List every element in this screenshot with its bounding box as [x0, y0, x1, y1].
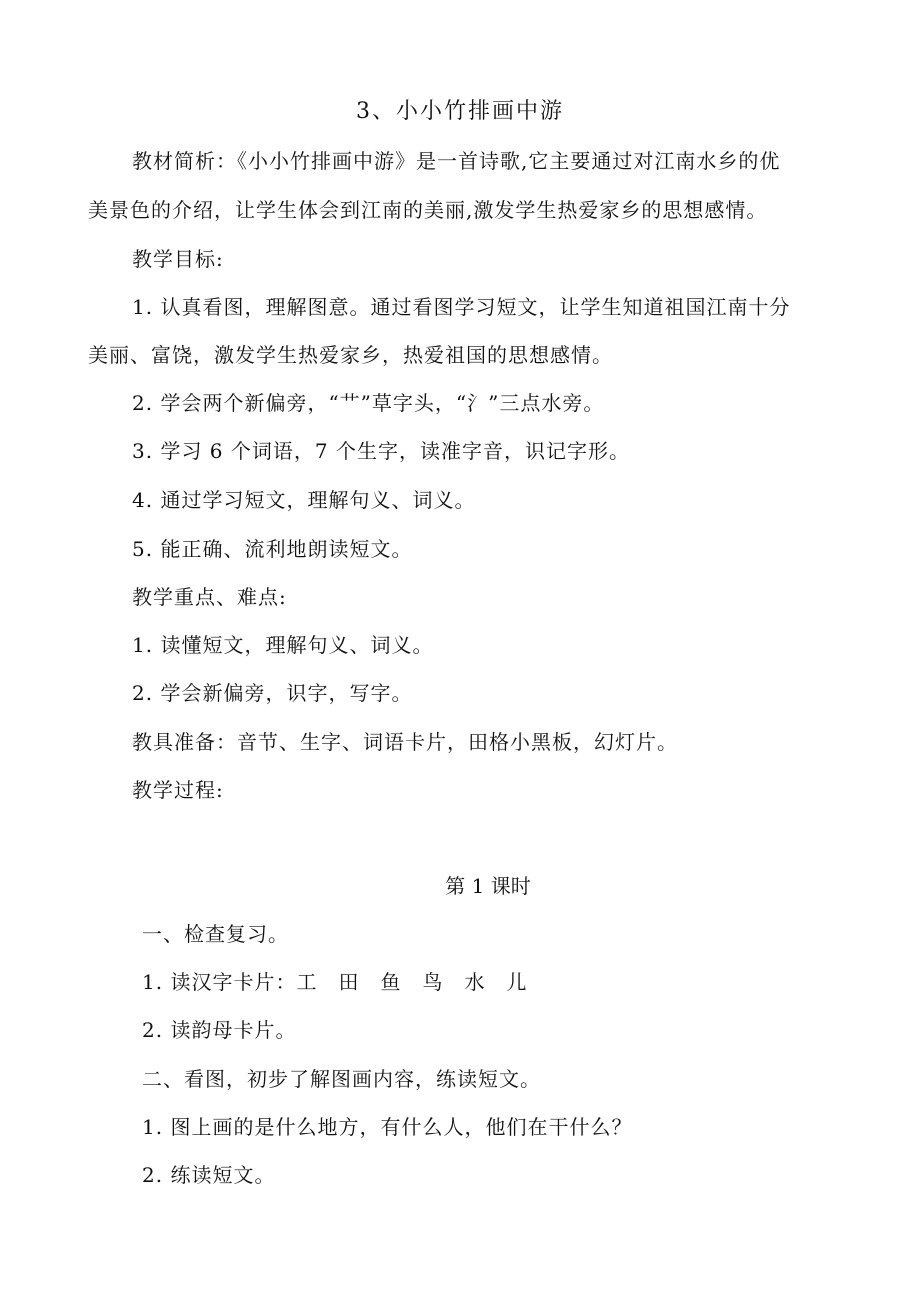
section-2-item-1: 1. 图上画的是什么地方，有什么人，他们在干什么？: [142, 1115, 633, 1139]
key-points-heading: 教学重点、难点:: [132, 585, 287, 609]
lesson-title: 第 1 课时: [445, 874, 531, 898]
section-2-heading: 二、看图，初步了解图画内容，练读短文。: [142, 1067, 541, 1091]
key-point-1: 1. 读懂短文，理解句义、词义。: [132, 633, 434, 657]
goals-heading: 教学目标:: [132, 247, 224, 271]
section-1-heading: 一、检查复习。: [142, 922, 289, 946]
goal-1-line-2: 美丽、富饶，激发学生热爱家乡，热爱祖国的思想感情。: [88, 343, 613, 367]
goal-4: 4. 通过学习短文，理解句义、词义。: [132, 488, 476, 512]
section-1-item-2: 2. 读韵母卡片。: [142, 1018, 297, 1042]
intro-line-2: 美景色的介绍，让学生体会到江南的美丽,激发学生热爱家乡的思想感情。: [88, 198, 768, 222]
section-2-item-2: 2. 练读短文。: [142, 1163, 276, 1187]
goal-2: 2. 学会两个新偏旁，“艹”草字头，“氵”三点水旁。: [132, 391, 605, 415]
intro-line-1: 教材简析：《小小竹排画中游》是一首诗歌,它主要通过对江南水乡的优: [132, 149, 781, 173]
section-1-item-1: 1. 读汉字卡片：工 田 鱼 鸟 水 儿: [142, 970, 528, 994]
key-point-2: 2. 学会新偏旁，识字，写字。: [132, 681, 413, 705]
document-title: 3、小小竹排画中游: [356, 99, 564, 124]
teaching-tools: 教具准备：音节、生字、词语卡片，田格小黑板，幻灯片。: [132, 730, 678, 754]
goal-1-line-1: 1. 认真看图，理解图意。通过看图学习短文，让学生知道祖国江南十分: [132, 295, 791, 319]
goal-5: 5. 能正确、流利地朗读短文。: [132, 537, 413, 561]
process-heading: 教学过程:: [132, 778, 224, 802]
goal-3: 3. 学习 6 个词语，7 个生字，读准字音，识记字形。: [132, 439, 630, 463]
